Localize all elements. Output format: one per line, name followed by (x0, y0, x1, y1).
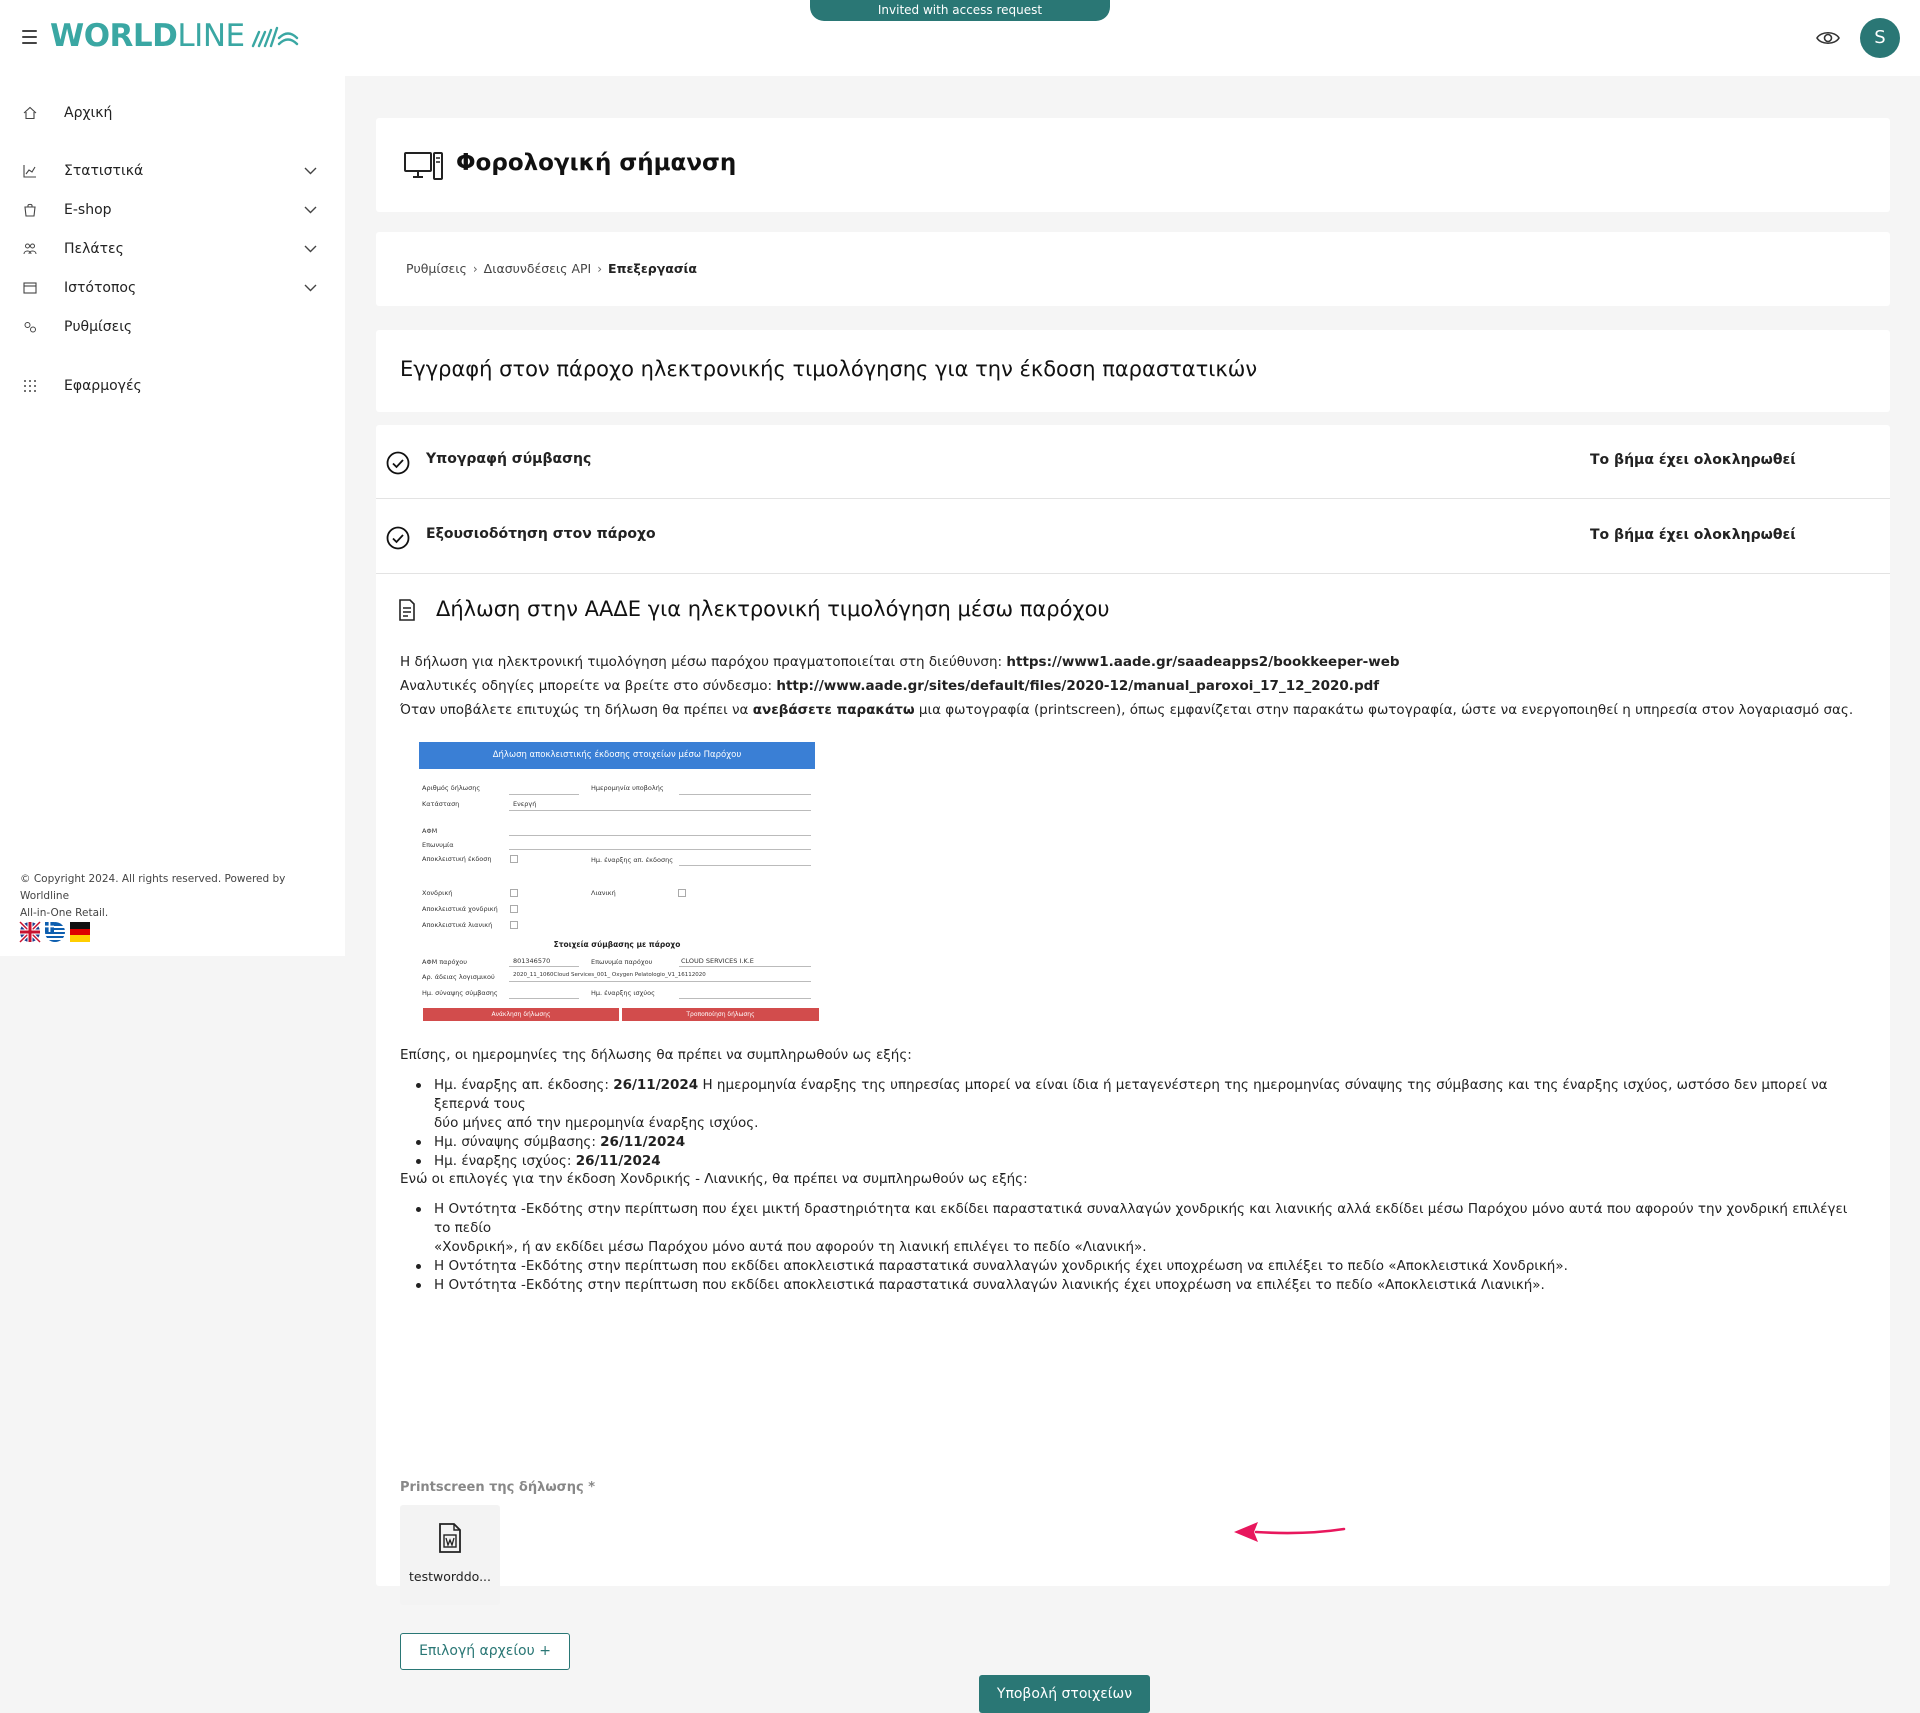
sidebar-item-eshop[interactable] (0, 194, 345, 226)
invite-pill: Invited with access request (810, 0, 1110, 21)
language-flags (20, 922, 90, 942)
form-label: ΑΦΜ παρόχου (422, 958, 468, 966)
chevron-down-icon[interactable] (304, 206, 317, 214)
date-note: Η ημερομηνία έναρξης της υπηρεσίας μπορεί να είναι ίδια ή μεταγενέστερη της ημερομηνίας σύναψης της σύμβασης και της έναρξης ισχύος, ωστόσο δεν μπορεί να ξεπερνά τους (434, 1077, 1828, 1112)
file-name: testworddo... (408, 1569, 491, 1584)
shop-icon (23, 203, 37, 217)
chart-icon (23, 164, 37, 178)
form-value: Ενεργή (513, 800, 537, 808)
form-value: 2020_11_1060Cloud Services_001_ Oxygen Pelatologio_V1_16112020 (513, 972, 706, 978)
form-line (509, 981, 811, 982)
form-checkbox (510, 905, 518, 913)
sidebar-item-label: Εφαρμογές (64, 378, 142, 394)
worldline-wave-icon (249, 24, 299, 48)
menu-icon[interactable] (22, 30, 37, 44)
sidebar-item-label: Πελάτες (64, 241, 124, 257)
step-label: Εξουσιοδότηση στον πάροχο (426, 526, 656, 542)
option-text: Η Οντότητα -Εκδότης στην περίπτωση που εκδίδει αποκλειστικά παραστατικά συναλλαγών χονδρικής έχει υποχρέωση να επιλέξει το πεδίο «Αποκλειστικά Χονδρική». (434, 1258, 1568, 1274)
form-line (679, 998, 811, 999)
form-revoke-button: Ανάκληση δήλωσης (423, 1008, 619, 1021)
form-label: Ημ. έναρξης ισχύος (591, 989, 655, 997)
line-text: Αναλυτικές οδηγίες μπορείτε να βρείτε στο σύνδεσμο: (400, 678, 777, 694)
logo-light: LINE (177, 18, 245, 54)
date-label: Ημ. έναρξης ισχύος: (434, 1153, 576, 1169)
choose-file-label: Επιλογή αρχείου (419, 1643, 535, 1659)
example-form-image-bottom (419, 987, 815, 1023)
red-arrow-annotation-icon (1228, 1517, 1348, 1547)
step-row-authorization[interactable] (376, 500, 1890, 574)
apps-icon (23, 379, 37, 393)
form-label: Αποκλειστικά χονδρική (422, 905, 498, 913)
date-value: 26/11/2024 (613, 1077, 699, 1093)
sidebar-item-label: Αρχική (64, 105, 113, 121)
copyright-line: © Copyright 2024. All rights reserved. Powered by Worldline (20, 873, 286, 902)
sidebar-item-label: Ιστότοπος (64, 280, 137, 296)
form-checkbox (510, 889, 518, 897)
example-form-image (419, 742, 815, 987)
submit-button[interactable]: Υποβολή στοιχείων (979, 1675, 1150, 1713)
top-bar (0, 0, 1920, 76)
sidebar-item-home[interactable] (0, 97, 345, 129)
form-label: Επωνυμία παρόχου (591, 958, 653, 966)
breadcrumb-item-edit: Επεξεργασία (608, 261, 698, 276)
step-row-contract[interactable] (376, 425, 1890, 499)
form-label: ΑΦΜ (422, 827, 438, 835)
registration-title: Εγγραφή στον πάροχο ηλεκτρονικής τιμολόγησης για την έκδοση παραστατικών (400, 357, 1258, 381)
step-status: Το βήμα έχει ολοκληρωθεί (1590, 452, 1796, 468)
form-label: Κατάσταση (422, 800, 460, 808)
chevron-down-icon[interactable] (304, 245, 317, 253)
settings-icon (23, 320, 37, 334)
form-label: Αποκλειστικά λιανική (422, 921, 493, 929)
chevron-down-icon[interactable] (304, 167, 317, 175)
form-label: Επωνυμία (422, 841, 454, 849)
website-icon (23, 281, 37, 295)
pos-terminal-icon (404, 151, 444, 181)
options-intro: Ενώ οι επιλογές για την έκδοση Χονδρικής - Λιανικής, θα πρέπει να συμπληρωθούν ως εξής: (400, 1171, 1028, 1187)
option-text: Η Οντότητα -Εκδότης στην περίπτωση που έχει μικτή δραστηριότητα και εκδίδει παραστατικά συναλλαγών χονδρικής και λιανικής αλλά εκδίδει μέσω Παρόχου μόνο αυτά που αφορούν την χονδρική επιλέγει το πεδίο (434, 1201, 1848, 1236)
worldline-logo[interactable] (50, 18, 299, 54)
plus-icon: + (539, 1643, 551, 1659)
form-label: Ημ. έναρξης απ. έκδοσης (591, 856, 674, 864)
form-line (509, 794, 579, 795)
home-icon (23, 106, 37, 120)
aade-address-link[interactable]: https://www1.aade.gr/saadeapps2/bookkeeper-web (1006, 654, 1400, 670)
form-line (679, 865, 811, 866)
user-avatar[interactable]: S (1860, 18, 1900, 58)
declaration-line-address (400, 650, 1870, 674)
eye-icon[interactable] (1816, 26, 1840, 50)
breadcrumb-card (376, 232, 1890, 306)
sidebar (0, 76, 345, 956)
date-label: Ημ. έναρξης απ. έκδοσης: (434, 1077, 614, 1093)
sidebar-item-label: Στατιστικά (64, 163, 144, 179)
date-value: 26/11/2024 (600, 1134, 686, 1150)
form-line (679, 966, 811, 967)
list-item (416, 1133, 1866, 1152)
form-line (509, 849, 811, 850)
form-label: Αριθμός δήλωσης (422, 784, 481, 792)
form-line (679, 794, 811, 795)
breadcrumb (406, 261, 697, 276)
dates-intro: Επίσης, οι ημερομηνίες της δήλωσης θα πρέπει να συμπληρωθούν ως εξής: (400, 1047, 912, 1063)
line-text: Η δήλωση για ηλεκτρονική τιμολόγηση μέσω παρόχου πραγματοποιείται στη διεύθυνση: (400, 654, 1007, 670)
choose-file-button[interactable] (400, 1633, 570, 1670)
date-value: 26/11/2024 (575, 1153, 661, 1169)
form-image-title: Δήλωση αποκλειστικής έκδοσης στοιχείων μέσω Παρόχου (419, 742, 815, 769)
form-section-title: Στοιχεία σύμβασης με πάροχο (553, 940, 681, 949)
declaration-title: Δήλωση στην ΑΑΔΕ για ηλεκτρονική τιμολόγηση μέσω παρόχου (436, 597, 1110, 621)
greece-flag-icon[interactable] (45, 922, 65, 942)
form-line (509, 966, 579, 967)
breadcrumb-item-settings[interactable]: Ρυθμίσεις (406, 261, 467, 276)
form-label: Αρ. άδειας λογισμικού (422, 973, 495, 981)
sidebar-item-label: Ρυθμίσεις (64, 319, 133, 335)
list-item (416, 1200, 1866, 1257)
page-title: Φορολογική σήμανση (456, 150, 737, 176)
step-status: Το βήμα έχει ολοκληρωθεί (1590, 527, 1796, 543)
upload-field-label: Printscreen της δήλωσης * (400, 1480, 596, 1495)
logo-bold: WORLD (50, 18, 178, 54)
form-label: Ημερομηνία υποβολής (591, 784, 664, 792)
chevron-down-icon[interactable] (304, 284, 317, 292)
sidebar-item-settings[interactable] (0, 311, 345, 343)
upload-emphasis: ανεβάσετε παρακάτω (752, 702, 915, 718)
line-text: Όταν υποβάλετε επιτυχώς τη δήλωση θα πρέπει να (400, 702, 753, 718)
sidebar-item-label: E-shop (64, 202, 112, 218)
form-label: Αποκλειστική έκδοση (422, 855, 492, 863)
form-line (509, 835, 811, 836)
uk-flag-icon[interactable] (20, 922, 40, 942)
copyright-text (20, 871, 330, 922)
page-header-card (376, 118, 1890, 212)
list-item (416, 1257, 1866, 1276)
form-edit-button: Τροποποίηση δήλωσης (622, 1008, 819, 1021)
sidebar-item-website[interactable] (0, 272, 345, 304)
date-note: δύο μήνες από την ημερομηνία έναρξης ισχύος. (434, 1115, 759, 1131)
form-value: CLOUD SERVICES I.K.E (681, 957, 754, 965)
document-icon (398, 599, 416, 621)
check-circle-icon (386, 451, 410, 475)
dates-list (416, 1076, 1866, 1171)
germany-flag-icon[interactable] (70, 922, 90, 942)
line-text: μια φωτογραφία (printscreen), όπως εμφανίζεται στην παρακάτω φωτογραφία, ώστε να ενεργοποιηθεί η υπηρεσία στον λογαριασμό σας. (914, 702, 1854, 718)
form-value: 801346570 (513, 957, 551, 965)
options-list (416, 1200, 1866, 1295)
form-label: Ημ. σύναψης σύμβασης (422, 989, 498, 997)
uploaded-file-tile[interactable] (400, 1505, 500, 1605)
sidebar-item-apps[interactable] (0, 370, 345, 402)
sidebar-item-statistics[interactable] (0, 155, 345, 187)
list-item (416, 1276, 1866, 1295)
form-line (509, 998, 579, 999)
declaration-line-upload (400, 698, 1870, 722)
sidebar-item-customers[interactable] (0, 233, 345, 265)
form-label: Λιανική (591, 889, 616, 897)
main-content (345, 76, 1920, 1702)
option-text: Η Οντότητα -Εκδότης στην περίπτωση που εκδίδει αποκλειστικά παραστατικά συναλλαγών λιανικής έχει υποχρέωση να επιλέξει το πεδίο «Αποκλειστικά Λιανική». (434, 1277, 1545, 1293)
breadcrumb-item-api[interactable]: Διασυνδέσεις API (483, 261, 592, 276)
manual-link[interactable]: http://www.aade.gr/sites/default/files/2020-12/manual_paroxoi_17_12_2020.pdf (776, 678, 1380, 694)
option-text: «Χονδρική», ή αν εκδίδει μέσω Παρόχου μόνο αυτά που αφορούν τη λιανική επιλέγει το πεδίο «Λιανική». (434, 1239, 1147, 1255)
step-label: Υπογραφή σύμβασης (426, 451, 592, 467)
word-file-icon (438, 1523, 462, 1553)
steps-card (376, 425, 1890, 1702)
form-label: Χονδρική (422, 889, 453, 897)
list-item (416, 1076, 1866, 1133)
users-icon (23, 242, 37, 256)
registration-card (376, 330, 1890, 412)
copyright-line: All-in-One Retail. (20, 907, 109, 919)
declaration-line-manual (400, 674, 1870, 698)
form-checkbox (678, 889, 686, 897)
form-checkbox (510, 921, 518, 929)
chevron-right-icon: › (597, 261, 603, 276)
check-circle-icon (386, 526, 410, 550)
form-checkbox (510, 855, 518, 863)
date-label: Ημ. σύναψης σύμβασης: (434, 1134, 601, 1150)
form-line (509, 810, 811, 811)
chevron-right-icon: › (472, 261, 478, 276)
